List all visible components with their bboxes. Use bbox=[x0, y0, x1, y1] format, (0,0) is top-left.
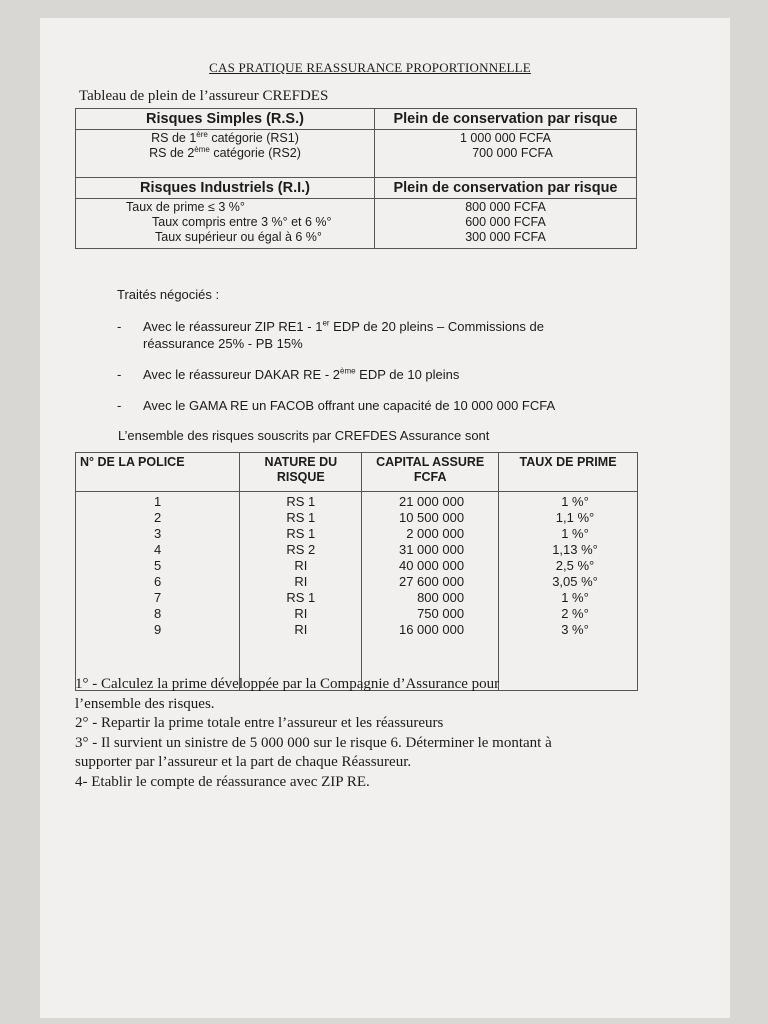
ri-label: Taux supérieur ou égal à 6 %° bbox=[155, 230, 322, 244]
risk-nature: RI bbox=[294, 574, 308, 589]
capital-value: 40 000 000 bbox=[398, 558, 465, 573]
risk-nature: RS 1 bbox=[286, 526, 316, 541]
risques-table bbox=[75, 452, 638, 691]
ri-labels-cell bbox=[76, 199, 375, 249]
police-number: 2 bbox=[154, 510, 162, 525]
taux-column bbox=[499, 492, 638, 691]
rs-labels-cell bbox=[76, 130, 375, 178]
ri-header: Risques Industriels (R.I.) bbox=[76, 178, 375, 199]
rs-label-row: RS de 2ème catégorie (RS2) bbox=[149, 144, 301, 160]
police-number: 1 bbox=[154, 494, 162, 509]
rs-value: 700 000 FCFA bbox=[472, 146, 553, 160]
ri-label: Taux de prime ≤ 3 %° bbox=[126, 200, 245, 214]
taux-value: 3,05 %° bbox=[552, 574, 598, 589]
taux-value: 2,5 %° bbox=[555, 558, 595, 573]
rs-header: Risques Simples (R.S.) bbox=[76, 109, 375, 130]
ensemble-text: L’ensemble des risques souscrits par CREFDES Assurance sont bbox=[118, 428, 490, 443]
police-number: 3 bbox=[154, 526, 162, 541]
questions bbox=[75, 675, 665, 792]
police-column bbox=[76, 492, 240, 691]
police-number: 6 bbox=[154, 574, 162, 589]
risk-nature: RS 1 bbox=[286, 590, 316, 605]
capital-value: 27 600 000 bbox=[398, 574, 465, 589]
taux-value: 1 %° bbox=[561, 590, 589, 605]
police-number: 7 bbox=[154, 590, 162, 605]
risk-nature: RI bbox=[294, 606, 308, 621]
question-line: 2° - Repartir la prime totale entre l’assureur et les réassureurs bbox=[75, 715, 444, 731]
header-nature: NATURE DU RISQUE bbox=[240, 453, 362, 492]
traite-item-gama: - Avec le GAMA RE un FACOB offrant une capacité de 10 000 000 FCFA bbox=[117, 398, 556, 413]
capital-column bbox=[362, 492, 499, 691]
ri-value: 800 000 FCFA bbox=[465, 200, 546, 214]
header-capital: CAPITAL ASSURE FCFA bbox=[362, 453, 499, 492]
plein-table-caption: Tableau de plein de l’assureur CREFDES bbox=[79, 88, 329, 104]
capital-value: 10 500 000 bbox=[398, 510, 465, 525]
list-dash: - bbox=[117, 367, 122, 382]
risk-nature: RS 1 bbox=[286, 510, 316, 525]
capital-value: 750 000 bbox=[417, 606, 465, 621]
document-title: CAS PRATIQUE REASSURANCE PROPORTIONNELLE bbox=[209, 60, 531, 75]
rs-value: 1 000 000 FCFA bbox=[459, 131, 552, 145]
question-line: 4- Etablir le compte de réassurance avec ZIP RE. bbox=[75, 773, 370, 790]
ri-values-cell bbox=[375, 199, 637, 249]
taux-value: 1 %° bbox=[561, 526, 589, 541]
risk-nature: RI bbox=[294, 622, 308, 637]
police-number: 9 bbox=[154, 622, 162, 637]
traites-heading: Traités négociés : bbox=[117, 287, 220, 302]
taux-value: 3 %° bbox=[561, 622, 589, 637]
taux-value: 1 %° bbox=[561, 494, 589, 509]
list-dash: - bbox=[117, 319, 122, 334]
capital-value: 31 000 000 bbox=[398, 542, 465, 557]
rs-label-row: RS de 1ère catégorie (RS1) bbox=[151, 129, 299, 145]
traite-item-zip-line2: réassurance 25% - PB 15% bbox=[143, 336, 303, 351]
question-line: l’ensemble des risques. bbox=[75, 695, 215, 712]
capital-value: 2 000 000 bbox=[406, 526, 465, 541]
police-number: 8 bbox=[154, 606, 162, 621]
ri-label: Taux compris entre 3 %° et 6 %° bbox=[152, 215, 332, 229]
risk-nature: RS 1 bbox=[286, 494, 316, 509]
rs-values-cell bbox=[375, 130, 637, 178]
plein-header-rs: Plein de conservation par risque bbox=[375, 109, 637, 130]
ri-value: 300 000 FCFA bbox=[465, 230, 546, 244]
police-number: 4 bbox=[154, 542, 162, 557]
nature-column bbox=[240, 492, 362, 691]
police-number: 5 bbox=[154, 558, 162, 573]
question-line: supporter par l’assureur et la part de chaque Réassureur. bbox=[75, 754, 412, 770]
plein-table bbox=[75, 108, 637, 249]
capital-value: 800 000 bbox=[417, 590, 465, 605]
capital-value: 21 000 000 bbox=[398, 494, 465, 509]
capital-value: 16 000 000 bbox=[398, 622, 465, 637]
traite-item-zip: - Avec le réassureur ZIP RE1 - 1er EDP de 20 pleins – Commissions de réassurance 25% - PB 15% bbox=[117, 318, 544, 351]
taux-value: 1,1 %° bbox=[555, 510, 595, 525]
taux-value: 2 %° bbox=[561, 606, 589, 621]
question-line: 1° - Calculez la prime développée par la Compagnie d’Assurance pour bbox=[75, 676, 500, 692]
traite-item-dakar: - Avec le réassureur DAKAR RE - 2ème EDP de 10 pleins bbox=[117, 366, 460, 382]
ri-value: 600 000 FCFA bbox=[465, 215, 546, 229]
header-taux: TAUX DE PRIME bbox=[499, 453, 638, 492]
question-line: 3° - Il survient un sinistre de 5 000 000 sur le risque 6. Déterminer le montant à bbox=[75, 734, 552, 751]
taux-value: 1,13 %° bbox=[552, 542, 598, 557]
risk-nature: RS 2 bbox=[286, 542, 316, 557]
risk-nature: RI bbox=[294, 558, 308, 573]
plein-header-ri: Plein de conservation par risque bbox=[375, 178, 637, 199]
list-dash: - bbox=[117, 398, 122, 413]
header-police: N° DE LA POLICE bbox=[76, 453, 240, 492]
